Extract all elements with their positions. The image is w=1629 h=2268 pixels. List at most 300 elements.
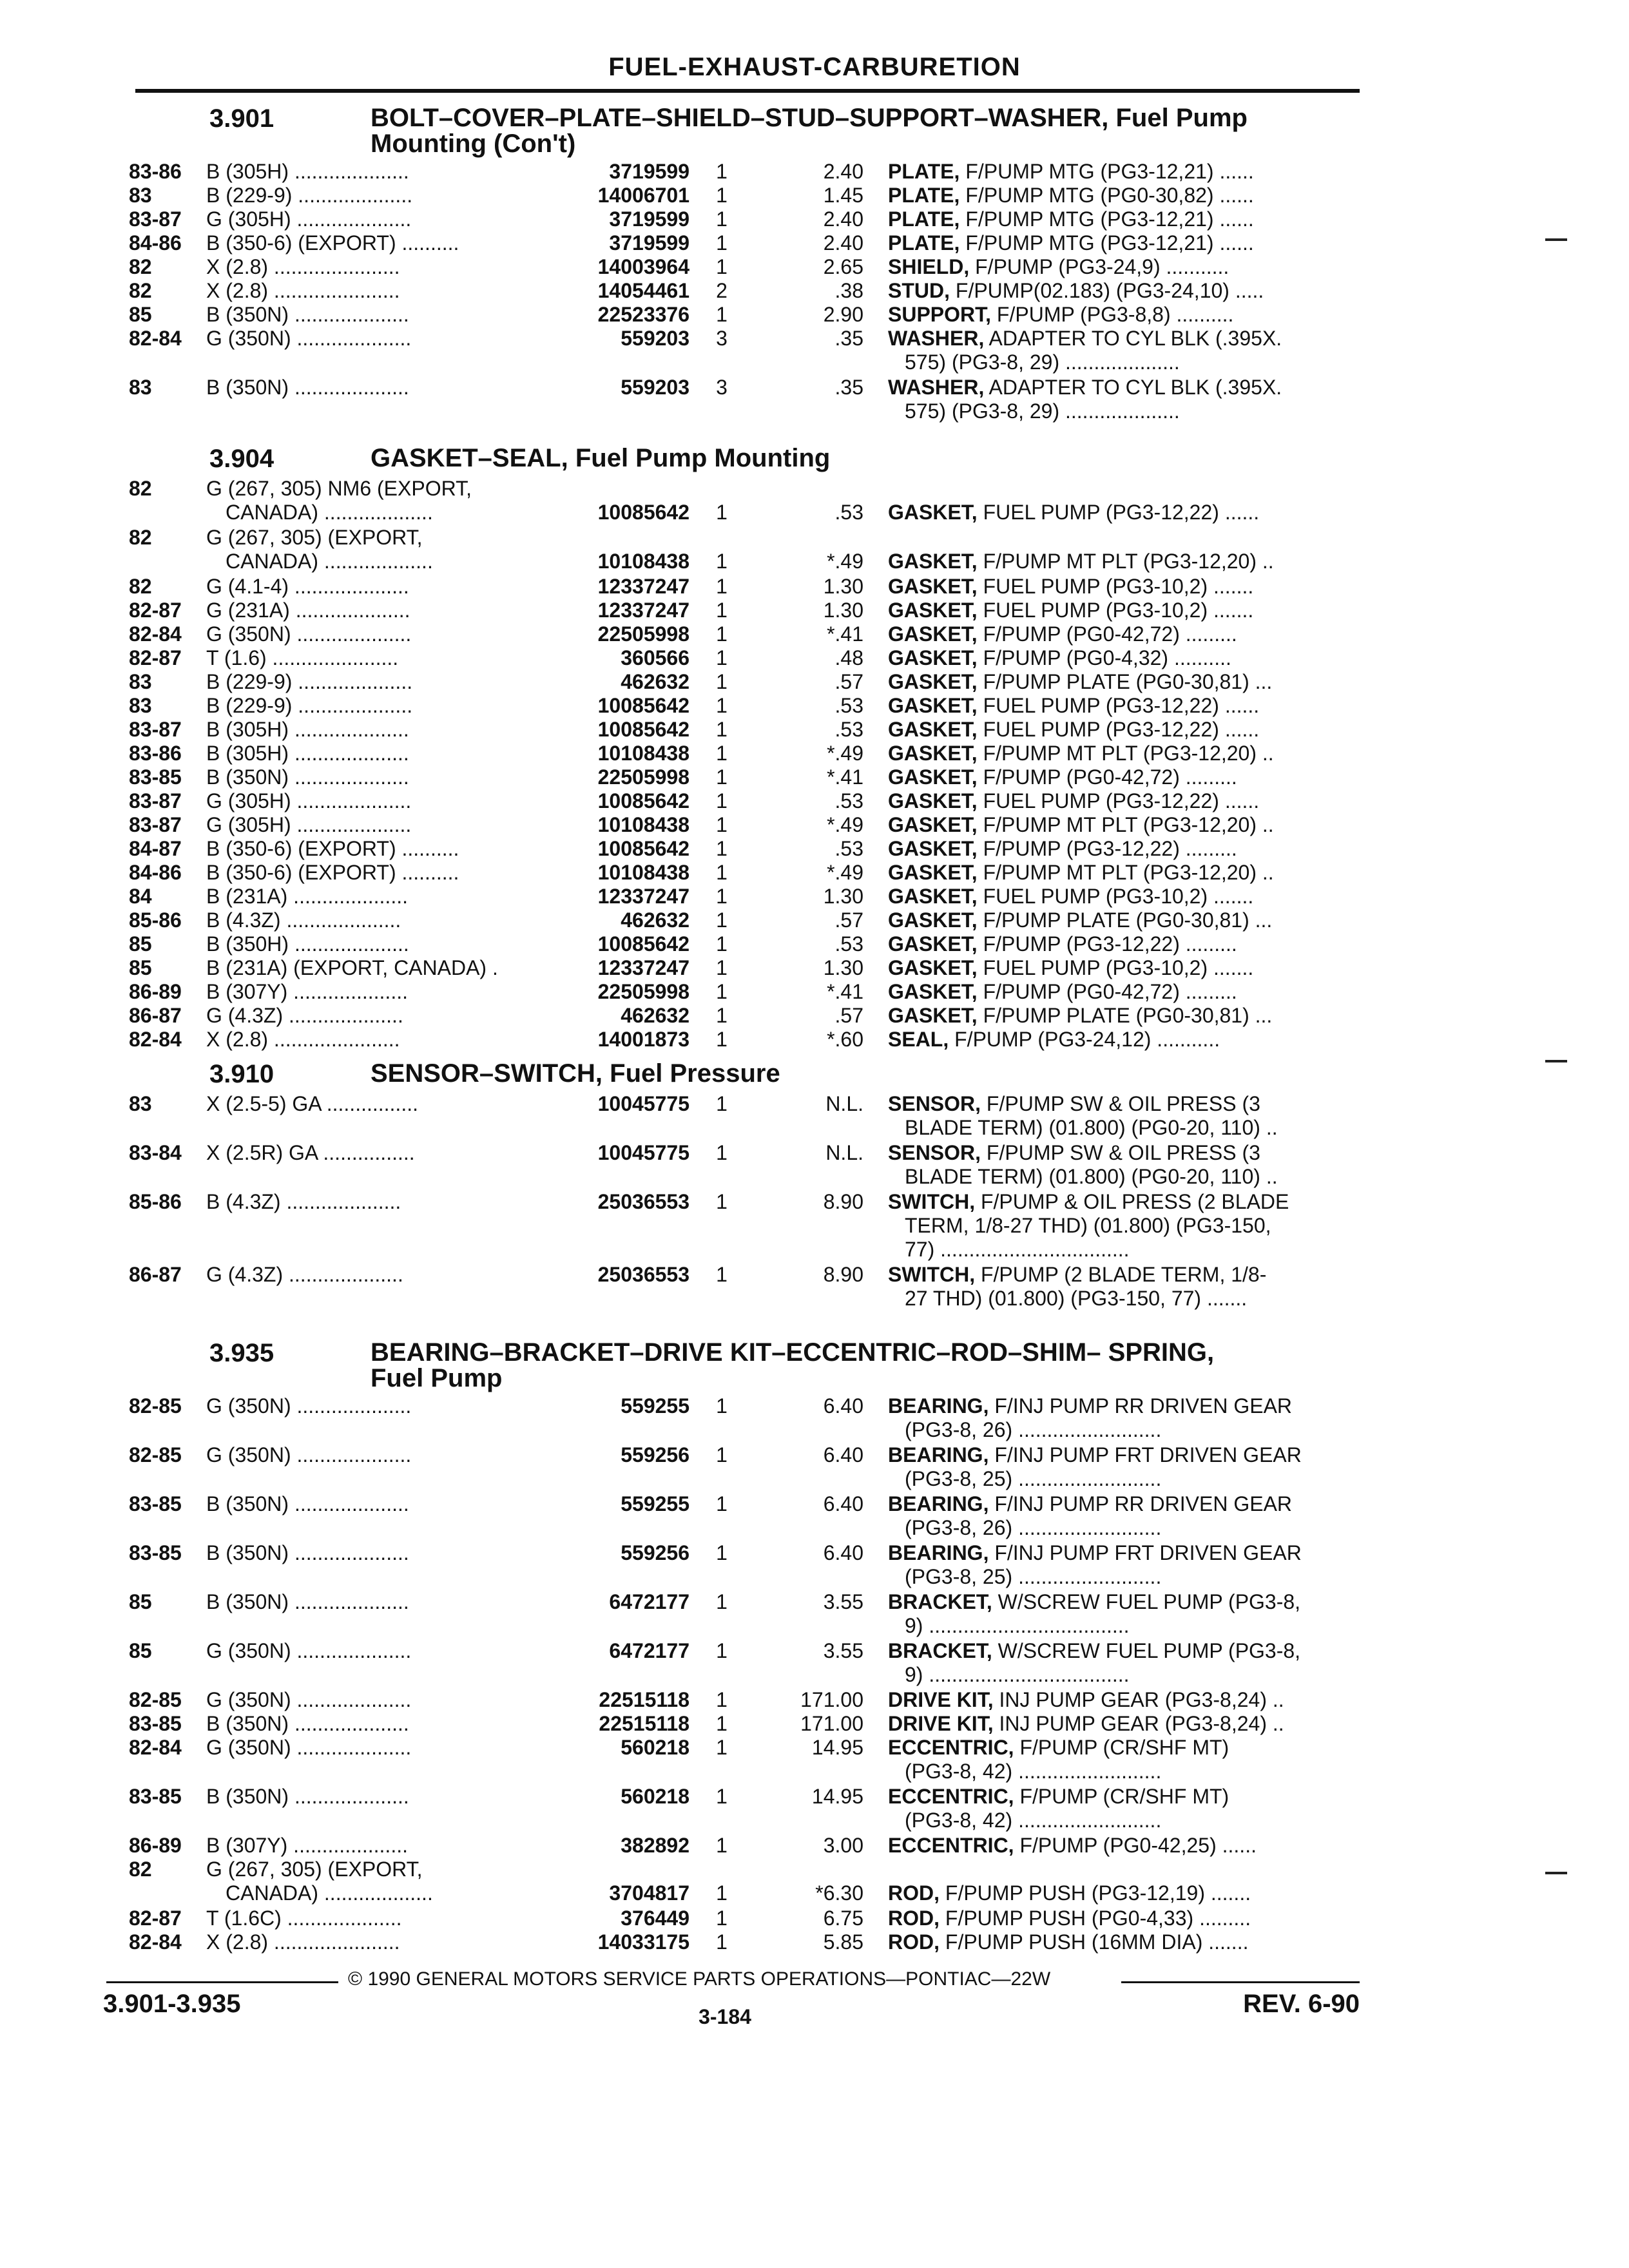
- usage-indicator: B (350N) ....................: [206, 1541, 409, 1564]
- part-description: [888, 980, 1358, 1004]
- model-year: 83-87: [129, 207, 182, 231]
- section-number: 3.910: [209, 1060, 275, 1088]
- description-text: F/PUMP (PG3-8,8) ..........: [996, 303, 1234, 326]
- price: 6.40: [823, 1443, 863, 1466]
- price: 6.40: [823, 1492, 863, 1515]
- price: 14.95: [811, 1785, 863, 1808]
- header-rule: [135, 89, 1360, 93]
- part-name: SENSOR,: [888, 1092, 981, 1115]
- table-row: [0, 1394, 1629, 1442]
- part-description: [888, 501, 1358, 524]
- usage-indicator: G (4.1-4) ....................: [206, 575, 409, 598]
- part-number: 3719599: [609, 207, 689, 231]
- part-description: [888, 160, 1358, 184]
- part-description: [888, 599, 1358, 622]
- part-description: [888, 908, 1358, 932]
- part-number: 559256: [621, 1443, 689, 1466]
- section-title: Fuel Pump: [371, 1364, 503, 1392]
- price: *.49: [827, 813, 863, 836]
- model-year: 82-84: [129, 1736, 182, 1759]
- part-description: [888, 1492, 1358, 1516]
- part-description: [888, 861, 1358, 885]
- part-number: 22515118: [599, 1712, 689, 1735]
- part-name: ECCENTRIC,: [888, 1736, 1014, 1759]
- edge-mark: [1545, 1060, 1567, 1062]
- revision: REV. 6-90: [1243, 1990, 1360, 2018]
- table-row: [0, 1785, 1629, 1832]
- section-range: 3.901-3.935: [103, 1990, 241, 2018]
- price: *.49: [827, 861, 863, 884]
- part-description: [888, 1541, 1358, 1565]
- model-year: 83-86: [129, 742, 182, 765]
- part-description: [888, 376, 1358, 399]
- usage-indicator: G (4.3Z) ....................: [206, 1263, 403, 1286]
- description-continuation: 27 THD) (01.800) (PG3-150, 77) .......: [905, 1287, 1248, 1310]
- price: .53: [834, 932, 863, 956]
- part-name: GASKET,: [888, 837, 978, 860]
- quantity: 1: [716, 231, 728, 255]
- part-name: PLATE,: [888, 207, 960, 231]
- part-number: 360566: [621, 646, 689, 669]
- part-name: ECCENTRIC,: [888, 1785, 1014, 1808]
- usage-indicator: B (305H) ....................: [206, 742, 409, 765]
- part-description: [888, 184, 1358, 207]
- price: 14.95: [811, 1736, 863, 1759]
- part-number: 22523376: [597, 303, 689, 326]
- part-description: [888, 1712, 1358, 1736]
- description-text: F/PUMP (CR/SHF MT): [1019, 1736, 1229, 1759]
- part-number: 14003964: [597, 255, 689, 278]
- part-name: GASKET,: [888, 575, 978, 598]
- page-number: 3-184: [699, 2005, 751, 2028]
- usage-indicator: X (2.5R) GA ................: [206, 1141, 415, 1164]
- description-text: F/PUMP (PG3-24,12) ...........: [954, 1028, 1220, 1051]
- quantity: 1: [716, 184, 728, 207]
- part-name: GASKET,: [888, 718, 978, 741]
- table-row: [0, 622, 1629, 646]
- usage-indicator: B (307Y) ....................: [206, 980, 408, 1003]
- part-description: [888, 1907, 1358, 1930]
- table-row: [0, 599, 1629, 622]
- part-description: [888, 670, 1358, 694]
- part-number: 382892: [621, 1834, 689, 1857]
- model-year: 82-84: [129, 1930, 182, 1954]
- description-continuation: (PG3-8, 26) .........................: [905, 1418, 1162, 1441]
- part-name: ROD,: [888, 1881, 940, 1905]
- model-year: 83-87: [129, 789, 182, 812]
- part-name: DRIVE KIT,: [888, 1712, 994, 1735]
- running-head: FUEL-EXHAUST-CARBURETION: [608, 53, 1021, 81]
- part-description: [888, 255, 1358, 279]
- description-text: FUEL PUMP (PG3-10,2) .......: [983, 956, 1254, 979]
- description-text: F/PUMP PLATE (PG0-30,81) ...: [983, 1004, 1273, 1027]
- usage-indicator: B (350-6) (EXPORT) ..........: [206, 837, 459, 860]
- description-text: F/PUMP(02.183) (PG3-24,10) .....: [955, 279, 1264, 302]
- part-number: 10108438: [597, 742, 689, 765]
- model-year: 82: [129, 255, 152, 278]
- usage-indicator: G (350N) ....................: [206, 1394, 412, 1418]
- description-text: W/SCREW FUEL PUMP (PG3-8,: [998, 1639, 1301, 1662]
- description-text: F/PUMP (PG0-42,72) .........: [983, 622, 1237, 646]
- table-row: [0, 279, 1629, 303]
- part-name: GASKET,: [888, 789, 978, 812]
- quantity: 1: [716, 1736, 728, 1759]
- section-title: GASKET–SEAL, Fuel Pump Mounting: [371, 444, 831, 472]
- usage-indicator: G (305H) ....................: [206, 207, 412, 231]
- quantity: 1: [716, 1688, 728, 1711]
- description-continuation: 575) (PG3-8, 29) ....................: [905, 351, 1180, 374]
- price: .53: [834, 837, 863, 860]
- price: *.60: [827, 1028, 863, 1051]
- price: 1.45: [823, 184, 863, 207]
- part-number: 14001873: [597, 1028, 689, 1051]
- part-name: SHIELD,: [888, 255, 970, 278]
- description-text: FUEL PUMP (PG3-10,2) .......: [983, 599, 1254, 622]
- usage-indicator: CANADA) ...................: [226, 1881, 433, 1905]
- part-number: 22505998: [597, 980, 689, 1003]
- edge-mark: [1545, 238, 1567, 241]
- table-row: [0, 376, 1629, 423]
- description-text: F/INJ PUMP RR DRIVEN GEAR: [994, 1394, 1293, 1418]
- model-year: 82-85: [129, 1443, 182, 1466]
- table-row: [0, 1590, 1629, 1638]
- usage-indicator: X (2.8) ......................: [206, 1028, 400, 1051]
- part-number: 25036553: [597, 1263, 689, 1286]
- model-year: 82-87: [129, 1907, 182, 1930]
- description-text: W/SCREW FUEL PUMP (PG3-8,: [998, 1590, 1301, 1613]
- table-row: [0, 1004, 1629, 1028]
- quantity: 1: [716, 1004, 728, 1027]
- usage-indicator: G (305H) ....................: [206, 789, 412, 812]
- part-number: 10045775: [597, 1141, 689, 1164]
- part-description: [888, 1736, 1358, 1760]
- part-name: GASKET,: [888, 765, 978, 789]
- description-text: F/PUMP (PG3-24,9) ...........: [975, 255, 1229, 278]
- part-description: [888, 1443, 1358, 1467]
- price: 5.85: [823, 1930, 863, 1954]
- part-name: SENSOR,: [888, 1141, 981, 1164]
- part-description: [888, 789, 1358, 813]
- description-text: F/PUMP MTG (PG3-12,21) ......: [965, 160, 1254, 183]
- description-text: FUEL PUMP (PG3-12,22) ......: [983, 501, 1260, 524]
- section-number: 3.901: [209, 104, 275, 133]
- quantity: 1: [716, 813, 728, 836]
- usage-indicator: B (350N) ....................: [206, 376, 409, 399]
- table-row: [0, 908, 1629, 932]
- table-row: [0, 885, 1629, 908]
- part-description: [888, 694, 1358, 718]
- description-text: F/PUMP (CR/SHF MT): [1019, 1785, 1229, 1808]
- footer-rule-left: [106, 1981, 338, 1983]
- price: .53: [834, 501, 863, 524]
- part-name: ECCENTRIC,: [888, 1834, 1014, 1857]
- price: .48: [834, 646, 863, 669]
- part-number: 462632: [621, 908, 689, 932]
- part-description: [888, 1394, 1358, 1418]
- part-number: 462632: [621, 1004, 689, 1027]
- part-number: 12337247: [597, 575, 689, 598]
- description-text: F/PUMP (PG3-12,22) .........: [983, 837, 1237, 860]
- price: .38: [834, 279, 863, 302]
- price: *.49: [827, 742, 863, 765]
- table-row: [0, 1492, 1629, 1540]
- part-number: 559256: [621, 1541, 689, 1564]
- part-name: GASKET,: [888, 1004, 978, 1027]
- description-text: F/PUMP MTG (PG0-30,82) ......: [965, 184, 1254, 207]
- table-row: [0, 956, 1629, 980]
- table-row: [0, 255, 1629, 279]
- usage-indicator: G (267, 305) (EXPORT,: [206, 526, 423, 549]
- price: *.41: [827, 765, 863, 789]
- part-number: 376449: [621, 1907, 689, 1930]
- part-number: 10085642: [597, 789, 689, 812]
- quantity: 3: [716, 327, 728, 350]
- part-number: 22505998: [597, 622, 689, 646]
- part-description: [888, 622, 1358, 646]
- quantity: 1: [716, 160, 728, 183]
- model-year: 85: [129, 1639, 152, 1662]
- table-row: [0, 742, 1629, 765]
- part-number: 14054461: [597, 279, 689, 302]
- part-number: 6472177: [609, 1590, 689, 1613]
- quantity: 1: [716, 1190, 728, 1213]
- part-name: PLATE,: [888, 231, 960, 255]
- part-number: 12337247: [597, 599, 689, 622]
- part-name: GASKET,: [888, 599, 978, 622]
- part-name: GASKET,: [888, 813, 978, 836]
- table-row: [0, 526, 1629, 573]
- quantity: 1: [716, 1492, 728, 1515]
- table-row: [0, 980, 1629, 1004]
- table-row: [0, 1907, 1629, 1930]
- model-year: 86-87: [129, 1263, 182, 1286]
- description-text: FUEL PUMP (PG3-12,22) ......: [983, 718, 1260, 741]
- model-year: 83-85: [129, 1712, 182, 1735]
- usage-indicator: B (350N) ....................: [206, 1492, 409, 1515]
- price: 171.00: [800, 1688, 863, 1711]
- quantity: 1: [716, 255, 728, 278]
- table-row: [0, 789, 1629, 813]
- part-description: [888, 1785, 1358, 1809]
- model-year: 85-86: [129, 1190, 182, 1213]
- table-row: [0, 694, 1629, 718]
- quantity: 1: [716, 1712, 728, 1735]
- description-text: ADAPTER TO CYL BLK (.395X.: [988, 327, 1282, 350]
- part-number: 22505998: [597, 765, 689, 789]
- model-year: 82: [129, 477, 152, 500]
- quantity: 1: [716, 1394, 728, 1418]
- part-number: 12337247: [597, 885, 689, 908]
- description-text: F/PUMP PUSH (PG0-4,33) .........: [945, 1907, 1251, 1930]
- description-continuation: 9) ...................................: [905, 1614, 1130, 1637]
- part-number: 3704817: [609, 1881, 689, 1905]
- price: 1.30: [823, 885, 863, 908]
- quantity: 2: [716, 279, 728, 302]
- part-name: PLATE,: [888, 160, 960, 183]
- price: 1.30: [823, 599, 863, 622]
- quantity: 1: [716, 789, 728, 812]
- part-name: GASKET,: [888, 646, 978, 669]
- usage-indicator: T (1.6) ......................: [206, 646, 399, 669]
- usage-indicator: B (229-9) ....................: [206, 694, 413, 717]
- part-number: 559203: [621, 327, 689, 350]
- part-name: SEAL,: [888, 1028, 949, 1051]
- description-text: F/PUMP SW & OIL PRESS (3: [986, 1141, 1260, 1164]
- model-year: 82-87: [129, 599, 182, 622]
- usage-indicator: B (305H) ....................: [206, 718, 409, 741]
- section-number: 3.935: [209, 1339, 275, 1367]
- description-text: F/PUMP MT PLT (PG3-12,20) ..: [983, 861, 1274, 884]
- table-row: [0, 1736, 1629, 1783]
- part-name: GASKET,: [888, 980, 978, 1003]
- model-year: 82: [129, 1858, 152, 1881]
- quantity: 1: [716, 1028, 728, 1051]
- table-row: [0, 861, 1629, 885]
- part-description: [888, 1004, 1358, 1028]
- description-text: FUEL PUMP (PG3-12,22) ......: [983, 694, 1260, 717]
- part-description: [888, 231, 1358, 255]
- part-description: [888, 1028, 1358, 1052]
- description-text: F/PUMP SW & OIL PRESS (3: [986, 1092, 1260, 1115]
- usage-indicator: CANADA) ...................: [226, 550, 433, 573]
- model-year: 83-87: [129, 718, 182, 741]
- model-year: 82: [129, 526, 152, 549]
- description-continuation: BLADE TERM) (01.800) (PG0-20, 110) ..: [905, 1165, 1278, 1188]
- part-description: [888, 837, 1358, 861]
- table-row: [0, 1858, 1629, 1905]
- quantity: 1: [716, 1930, 728, 1954]
- part-description: [888, 327, 1358, 351]
- part-name: BEARING,: [888, 1492, 989, 1515]
- table-row: [0, 837, 1629, 861]
- part-name: DRIVE KIT,: [888, 1688, 994, 1711]
- table-row: [0, 718, 1629, 742]
- table-row: [0, 1141, 1629, 1189]
- part-number: 10045775: [597, 1092, 689, 1115]
- model-year: 82-85: [129, 1394, 182, 1418]
- description-text: INJ PUMP GEAR (PG3-8,24) ..: [999, 1688, 1284, 1711]
- quantity: 1: [716, 670, 728, 693]
- price: 2.40: [823, 160, 863, 183]
- part-description: [888, 885, 1358, 908]
- usage-indicator: X (2.8) ......................: [206, 255, 400, 278]
- price: 2.40: [823, 231, 863, 255]
- quantity: 1: [716, 646, 728, 669]
- part-description: [888, 1639, 1358, 1663]
- model-year: 83-85: [129, 765, 182, 789]
- part-description: [888, 646, 1358, 670]
- quantity: 1: [716, 861, 728, 884]
- price: 1.30: [823, 575, 863, 598]
- part-number: 22515118: [599, 1688, 689, 1711]
- quantity: 1: [716, 742, 728, 765]
- model-year: 86-87: [129, 1004, 182, 1027]
- section-title: SENSOR–SWITCH, Fuel Pressure: [371, 1059, 780, 1088]
- part-name: GASKET,: [888, 932, 978, 956]
- part-description: [888, 742, 1358, 765]
- quantity: 1: [716, 980, 728, 1003]
- model-year: 83-85: [129, 1492, 182, 1515]
- quantity: 1: [716, 501, 728, 524]
- price: *.41: [827, 980, 863, 1003]
- quantity: 1: [716, 932, 728, 956]
- table-row: [0, 477, 1629, 524]
- description-text: F/PUMP (PG0-42,25) ......: [1019, 1834, 1257, 1857]
- table-row: [0, 1443, 1629, 1491]
- part-name: BEARING,: [888, 1541, 989, 1564]
- table-row: [0, 1028, 1629, 1052]
- quantity: 1: [716, 622, 728, 646]
- price: .35: [834, 376, 863, 399]
- model-year: 85-86: [129, 908, 182, 932]
- price: 2.40: [823, 207, 863, 231]
- part-name: SUPPORT,: [888, 303, 992, 326]
- price: .53: [834, 718, 863, 741]
- model-year: 82: [129, 575, 152, 598]
- table-row: [0, 327, 1629, 374]
- description-text: F/INJ PUMP FRT DRIVEN GEAR: [994, 1443, 1302, 1466]
- section-number: 3.904: [209, 445, 275, 473]
- part-name: PLATE,: [888, 184, 960, 207]
- usage-indicator: B (350N) ....................: [206, 303, 409, 326]
- section-title: BEARING–BRACKET–DRIVE KIT–ECCENTRIC–ROD–SHIM– SPRING,: [371, 1338, 1215, 1367]
- part-name: WASHER,: [888, 376, 985, 399]
- usage-indicator: B (307Y) ....................: [206, 1834, 408, 1857]
- part-number: 10108438: [597, 861, 689, 884]
- part-description: [888, 1092, 1358, 1116]
- quantity: 1: [716, 908, 728, 932]
- part-description: [888, 718, 1358, 742]
- model-year: 85: [129, 956, 152, 979]
- usage-indicator: G (350N) ....................: [206, 1688, 412, 1711]
- description-text: F/PUMP MTG (PG3-12,21) ......: [965, 207, 1254, 231]
- description-text: F/PUMP MTG (PG3-12,21) ......: [965, 231, 1254, 255]
- usage-indicator: T (1.6C) ....................: [206, 1907, 402, 1930]
- price: .53: [834, 789, 863, 812]
- model-year: 83: [129, 184, 152, 207]
- model-year: 82-84: [129, 1028, 182, 1051]
- part-description: [888, 1930, 1358, 1954]
- price: N.L.: [825, 1141, 863, 1164]
- part-name: BRACKET,: [888, 1639, 992, 1662]
- part-number: 559203: [621, 376, 689, 399]
- model-year: 83-86: [129, 160, 182, 183]
- quantity: 1: [716, 885, 728, 908]
- part-name: BEARING,: [888, 1443, 989, 1466]
- table-row: [0, 1092, 1629, 1140]
- table-row: [0, 184, 1629, 207]
- description-text: INJ PUMP GEAR (PG3-8,24) ..: [999, 1712, 1284, 1735]
- description-text: F/PUMP PUSH (16MM DIA) .......: [945, 1930, 1249, 1954]
- table-row: [0, 1541, 1629, 1589]
- usage-indicator: X (2.5-5) GA ................: [206, 1092, 418, 1115]
- price: 171.00: [800, 1712, 863, 1735]
- part-number: 3719599: [609, 231, 689, 255]
- table-row: [0, 303, 1629, 327]
- usage-indicator: G (267, 305) (EXPORT,: [206, 1858, 423, 1881]
- model-year: 83: [129, 670, 152, 693]
- usage-indicator: G (350N) ....................: [206, 1443, 412, 1466]
- table-row: [0, 1639, 1629, 1687]
- model-year: 83: [129, 1092, 152, 1115]
- part-name: WASHER,: [888, 327, 985, 350]
- part-name: GASKET,: [888, 885, 978, 908]
- description-text: FUEL PUMP (PG3-10,2) .......: [983, 885, 1254, 908]
- description-continuation: BLADE TERM) (01.800) (PG0-20, 110) ..: [905, 1116, 1278, 1139]
- table-row: [0, 932, 1629, 956]
- quantity: 1: [716, 1881, 728, 1905]
- part-description: [888, 1881, 1358, 1905]
